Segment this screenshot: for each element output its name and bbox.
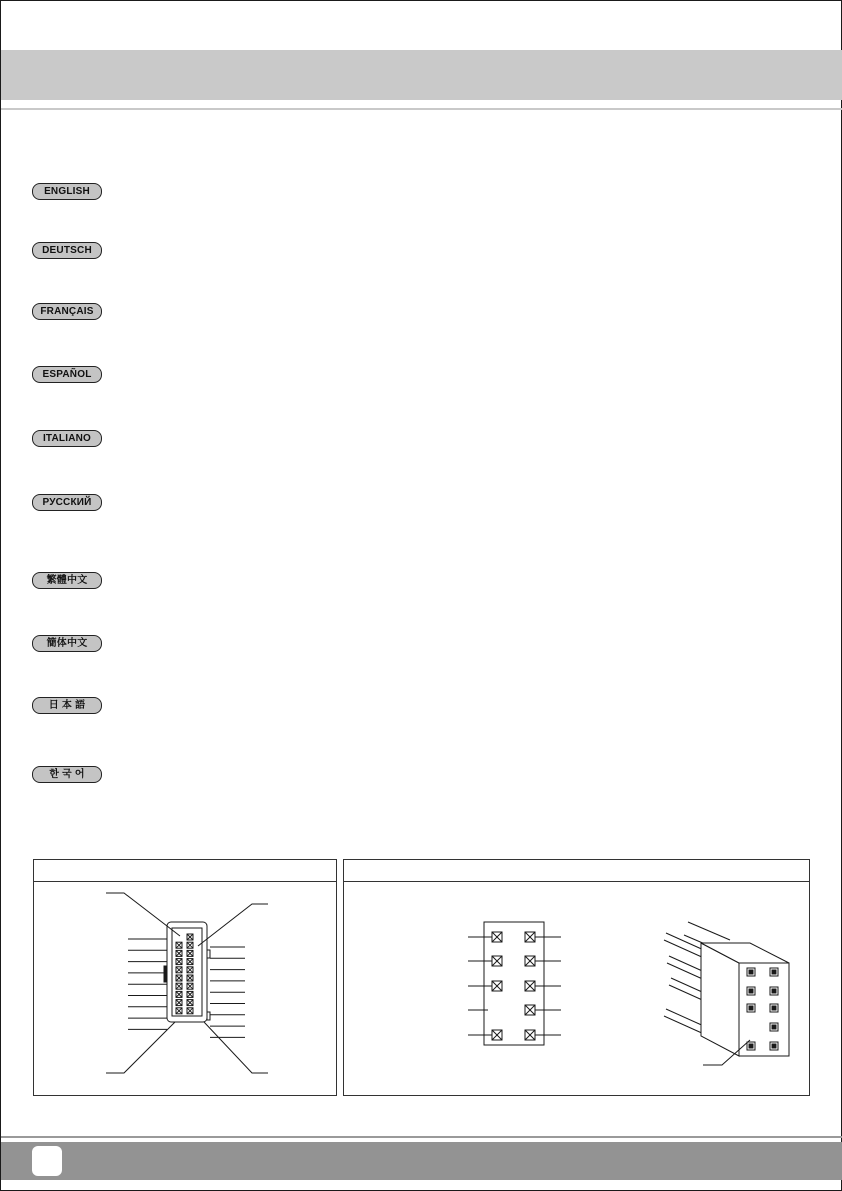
usb2-pins [468, 932, 561, 1040]
iso-pin-upper-0 [688, 922, 730, 940]
iso-hole-right-core-3 [772, 1025, 776, 1029]
lang-pill-espanol: ESPAÑOL [32, 366, 102, 383]
lang-pill-english: ENGLISH [32, 183, 102, 200]
iso-hole-right-core-2 [772, 1006, 776, 1010]
usb2-header-3d-view [664, 922, 789, 1065]
lang-pill-deutsch: DEUTSCH [32, 242, 102, 259]
leader-top-right [198, 904, 268, 946]
page-number-tab [32, 1146, 62, 1176]
usb3-latch-top [207, 950, 210, 958]
leader-top-left [106, 893, 180, 936]
lang-pill-korean: 한 국 어 [32, 766, 102, 783]
lang-pill-simp-chinese: 簡体中文 [32, 635, 102, 652]
usb3-header-diagram [106, 893, 268, 1073]
iso-pin-lower-0 [664, 940, 704, 958]
lang-pill-russian: РУССКИЙ [32, 494, 102, 511]
iso-hole-left-core-2 [749, 1006, 753, 1010]
lang-pill-japanese: 日 本 語 [32, 697, 102, 714]
footer-rule [1, 1136, 842, 1138]
iso-pin-lower-edge-3 [666, 1009, 706, 1027]
usb2-header-diagram [468, 922, 561, 1045]
iso-pin-lower-3 [664, 1016, 704, 1034]
iso-hole-right-core-4 [772, 1044, 776, 1048]
iso-hole-left-core-1 [749, 989, 753, 993]
footer-band [1, 1142, 842, 1180]
iso-hole-right-core-1 [772, 989, 776, 993]
usb3-key-notch [164, 966, 167, 982]
lang-pill-trad-chinese: 繁體中文 [32, 572, 102, 589]
lang-pill-francais: FRANÇAIS [32, 303, 102, 320]
leader-bottom-right [204, 1022, 268, 1073]
usb3-latch-bottom [207, 1012, 210, 1020]
usb3-pins [176, 934, 193, 1014]
iso-hole-right-core-0 [772, 970, 776, 974]
lang-pill-italiano: ITALIANO [32, 430, 102, 447]
iso-hole-left-core-4 [749, 1044, 753, 1048]
iso-hole-left-core-0 [749, 970, 753, 974]
